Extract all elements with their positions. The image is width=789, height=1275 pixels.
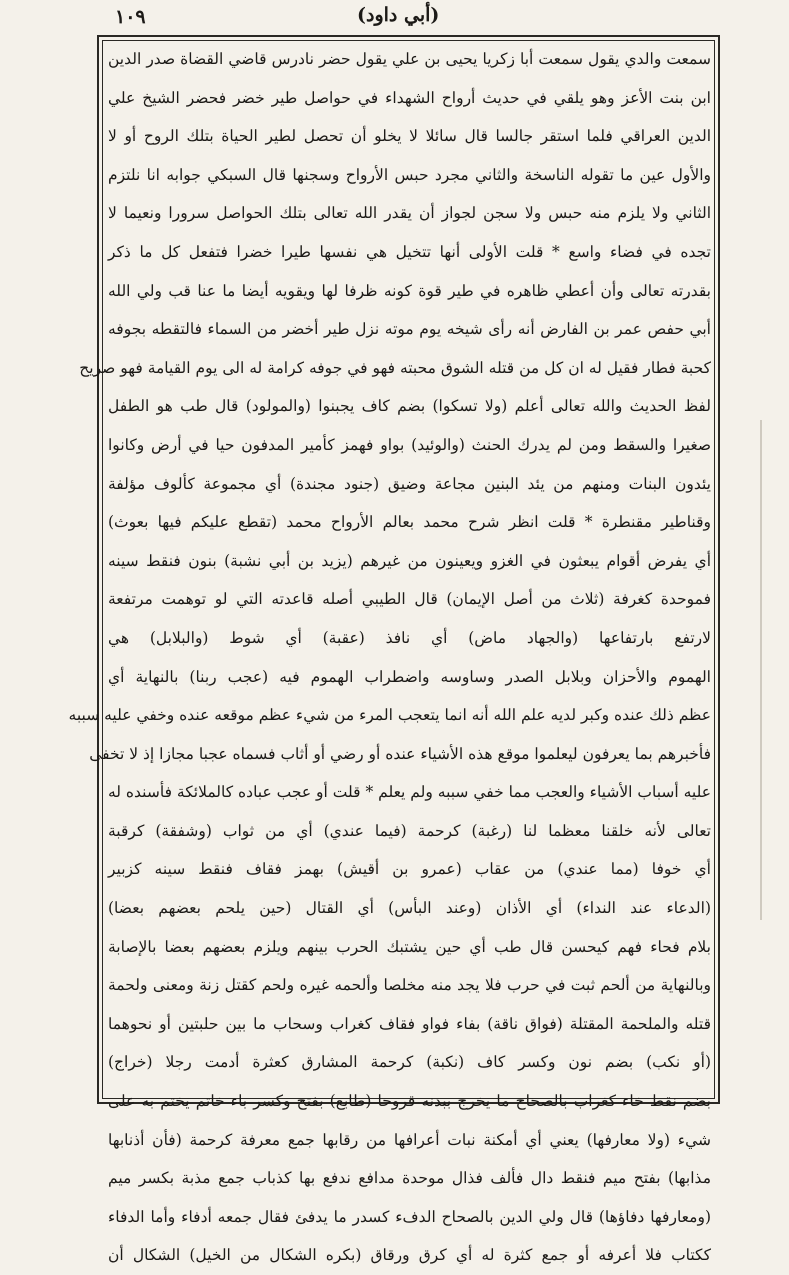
text-line-15: فموحدة كغرفة (ثلاث من أصل الإيمان) قال الطيبي أصله قاعدته التي لو توهمت مرتفعة: [108, 590, 711, 609]
text-line-19: فأخبرهم بما يعرفون ليعلموا موقع هذه الأشياء عنده أو رضي أو أثاب فسماه عجبا مجازا إذ لا تخفى: [89, 744, 711, 763]
text-line-9: كحبة فطار فقيل له ان كل من قتله الشوق محبته فهو في جوفه كرامة له الى يوم القيامة فهو صريح: [79, 358, 711, 377]
text-line-13: وقناطير مقنطرة * قلت انظر شرح محمد بعالم الأرواح محمد (تقطع عليكم فيها بعوث): [108, 513, 711, 532]
text-line-31: (ومعارفها دفاؤها) قال ولي الدين بالصحاح الدفء كسدر ما يدفئ فقال جمعه أدفاء وأما الدفاء: [108, 1207, 711, 1226]
text-line-25: وبالنهاية من ألحم ثبت في حرب فلا يجد منه مخلصا وألحمه غيره ولحم كقتل زنة ومعنى ولحمة: [108, 976, 711, 995]
text-line-5: الثاني ولا يلزم منه حبس ولا سجن لجواز أن يقدر الله تعالى بتلك الحواصل سرورا ونعيما لا: [108, 204, 711, 223]
text-line-29: شيء (ولا معارفها) يعني أي أمكنة نبات أعرافها من رقابها جمع معرفة كرحمة (فأن أذنابها: [108, 1130, 711, 1149]
text-line-24: بلام فحاء فهم كيحسن قال طب أي حين يشتبك الحرب بينهم ويلزم بعضهم بعضا بالإصابة: [108, 937, 711, 956]
text-line-30: مذابها) بفتح ميم فنقط دال فألف فذال موحدة مدافع ندفع بها كذباب جمع مذبة بكسر ميم: [108, 1169, 711, 1188]
text-line-11: صغيرا والسقط ومن لم يدرك الحنث (والوئيد) بواو فهمز كأمير المدفون حيا في أرض وكانوا: [108, 435, 711, 454]
text-line-32: ككتاب فلا أعرفه أو جمع كثرة له أي كرق ورقاق (بكره الشكال من الخيل) الشكال أن: [108, 1246, 711, 1265]
text-line-22: أي خوفا (مما عندي) من عقاب (عمرو بن أقيش) بهمز فقاف فنقط سينه كزبير: [108, 860, 711, 879]
text-line-16: لارتفع بارتفاعها (والجهاد ماض) أي نافذ (عقبة) أي شوط (والبلابل) هي: [108, 628, 711, 647]
text-line-14: أي يفرض أقوام يبعثون في الغزو ويعينون من غيرهم (يزيد بن أبي نشبة) بنون فنقط سينه: [108, 551, 711, 570]
text-line-2: ابن بنت الأعز وهو يلقي في حديث أرواح الشهداء في حواصل طير خضر فحضر الشيخ علي: [108, 88, 711, 107]
text-line-10: لفظ الحديث والله تعالى أعلم (ولا تسكوا) بضم كاف يجبنوا (والمولود) قال طب هو الطفل: [108, 397, 711, 416]
text-line-27: (أو نكب) بضم نون وكسر كاف (نكبة) كرحمة المشارق كعثرة أدمت رجلا (خراج): [108, 1053, 711, 1072]
text-line-7: بقدرته تعالى وأن أعطي ظاهره في طير قوة كونه ظرفا لها ويقويه أيضا ما عنا قب ولي الله: [108, 281, 711, 300]
text-line-17: الهموم والأحزان وبلابل الصدر وساوسه واضطراب الهموم فيه (عجب ربنا) بالنهاية أي: [108, 667, 711, 686]
page-header: [0, 0, 789, 40]
text-line-8: أبي حفص عمر بن الفارض أنه رأى شيخه يوم موته نزل طير أخضر من السماء فالتقطه بجوفه: [108, 320, 711, 339]
text-line-3: الدين العراقي فلما استقر جالسا قال سائلا لا يخلو أن تحصل لطير الحياة بتلك الروح أو لا: [108, 127, 711, 146]
text-line-6: تجده في فضاء واسع * قلت الأولى أنها تتخيل هي نفسها طيرا خضرا فتفعل كل ما ذكر: [108, 242, 711, 261]
scan-edge-shadow: [760, 420, 762, 920]
running-title: (أبي داود): [357, 4, 440, 26]
text-line-26: قتله والملحمة المقتلة (فواق ناقة) بفاء فواو فقاف كغراب وسحاب ما بين حلبتين أو نحوهما: [108, 1014, 711, 1033]
text-line-23: (الدعاء عند النداء) أي الأذان (وعند البأس) أي القتال (حين يلحم بعضهم بعضا): [108, 899, 711, 918]
text-line-20: عليه أسباب الأشياء والعجب مما خفي سببه ولم يعلم * قلت أو عجب عباده كالملائكة فأسنده له: [107, 783, 711, 802]
text-line-4: والأول عين ما تقوله الناسخة والثاني مجرد حبس الأرواح وسجنها قال السبكي جوابه انا نلتزم: [108, 165, 711, 184]
page-number: ١٠٩: [115, 6, 146, 28]
commentary-text: [68, 40, 715, 1265]
text-line-21: تعالى لأنه خلقنا معظما لنا (رغبة) كرحمة (فيما عندي) أي من ثواب (وشفقة) كرقبة: [108, 821, 711, 840]
text-line-1: سمعت والدي يقول سمعت أبا زكريا يحيى بن علي يقول حضر نادرس قاضي القضاة صدر الدين: [108, 50, 711, 68]
text-line-12: يئدون البنات ومنهم من يئد البنين مجاعة وضيق (جنود مجندة) أي مجموعة كألوف مؤلفة: [108, 474, 711, 493]
text-line-28: بضم نقط خاء كغراب بالصحاح ما يخرج ببدنه قروحا (طابع) بفتح وكسر باء خاتم يختم به على: [108, 1092, 711, 1111]
text-line-18: عظم ذلك عنده وكبر لديه علم الله أنه انما يتعجب المرء من شيء عظم موقعه عنده وخفي عليه سببه: [68, 706, 711, 725]
